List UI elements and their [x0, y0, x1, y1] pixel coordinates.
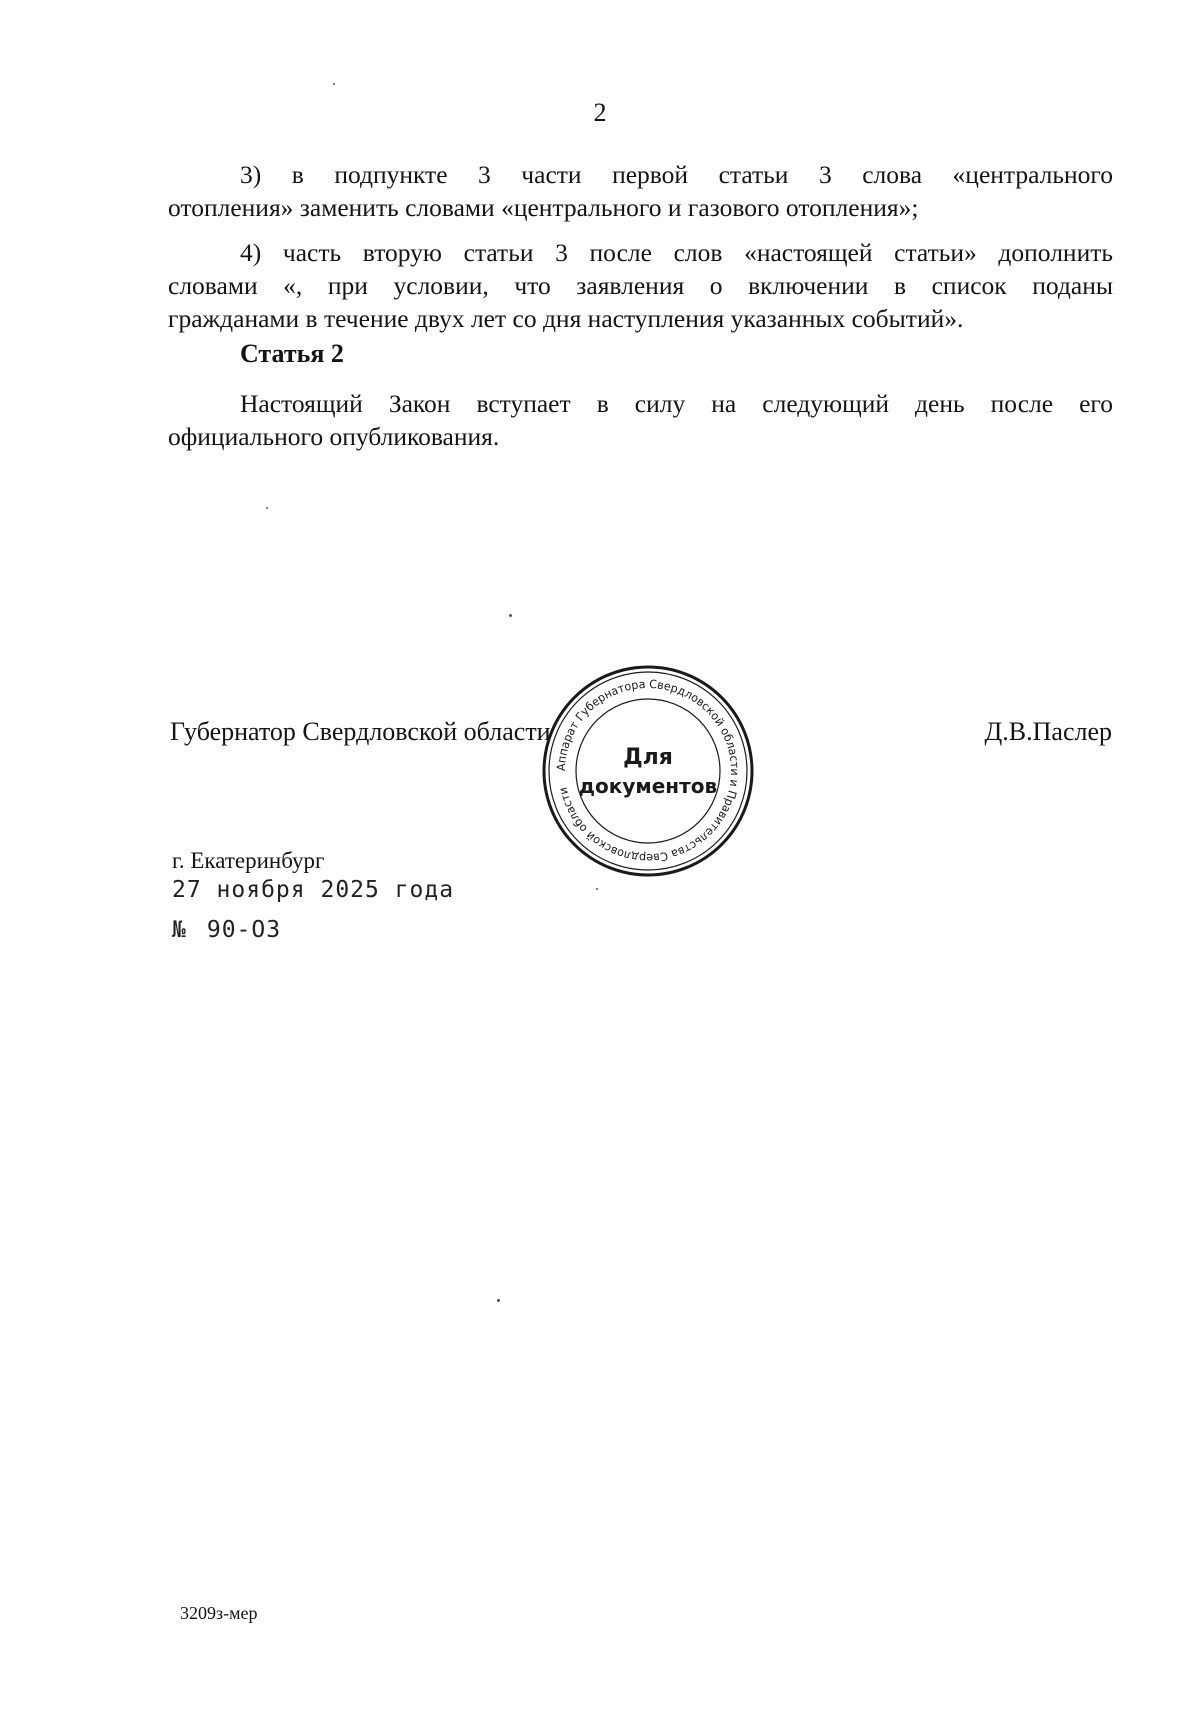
paragraph-line: официального опубликования.: [168, 422, 500, 451]
paragraph-item-4: [168, 236, 1113, 335]
article-heading: Статья 2: [240, 339, 344, 368]
number-sign: №: [172, 917, 187, 943]
footer-code: 3209з-мер: [180, 1603, 258, 1623]
paragraph-item-3: [168, 158, 1113, 224]
scan-speck: [596, 888, 598, 890]
article-text: [168, 387, 1113, 453]
paragraph-line: гражданами в течение двух лет со дня наступления указанных событий».: [168, 304, 964, 333]
paragraph-line: Настоящий Закон вступает в силу на следующий день после его: [240, 389, 1113, 418]
paragraph-line: отопления» заменить словами «центрального и газового отопления»;: [168, 193, 919, 222]
stamp-ring-text: Аппарат Губернатора Свердловской области и Правительства Свердловской области: [553, 676, 743, 866]
scan-speck: [497, 1299, 500, 1302]
stamp-ring-line: [549, 672, 747, 870]
signing-date: 27 ноября 2025 года: [172, 877, 455, 903]
stamp-inner-ring: [576, 699, 720, 843]
signer-name: Д.В.Паслер: [984, 717, 1112, 746]
stamp-outer-ring: [544, 667, 752, 875]
law-number: [172, 916, 281, 944]
scan-speck: [266, 507, 268, 509]
scan-speck: [509, 614, 512, 617]
scan-speck: [333, 83, 335, 85]
place-of-signing: г. Екатеринбург: [172, 848, 325, 873]
stamp-center-line-2: документов: [578, 774, 718, 798]
page-number: 2: [593, 98, 607, 127]
paragraph-line: словами «, при условии, что заявления о включении в список поданы: [168, 271, 1113, 300]
law-number-value: 90-ОЗ: [206, 917, 282, 943]
signer-title: Губернатор Свердловской области: [170, 717, 551, 746]
official-stamp: [540, 663, 756, 879]
paragraph-line: 4) часть вторую статьи 3 после слов «настоящей статьи» дополнить: [240, 238, 1113, 267]
paragraph-line: 3) в подпункте 3 части первой статьи 3 слова «центрального: [240, 160, 1113, 189]
stamp-center-line-1: Для: [623, 745, 673, 770]
